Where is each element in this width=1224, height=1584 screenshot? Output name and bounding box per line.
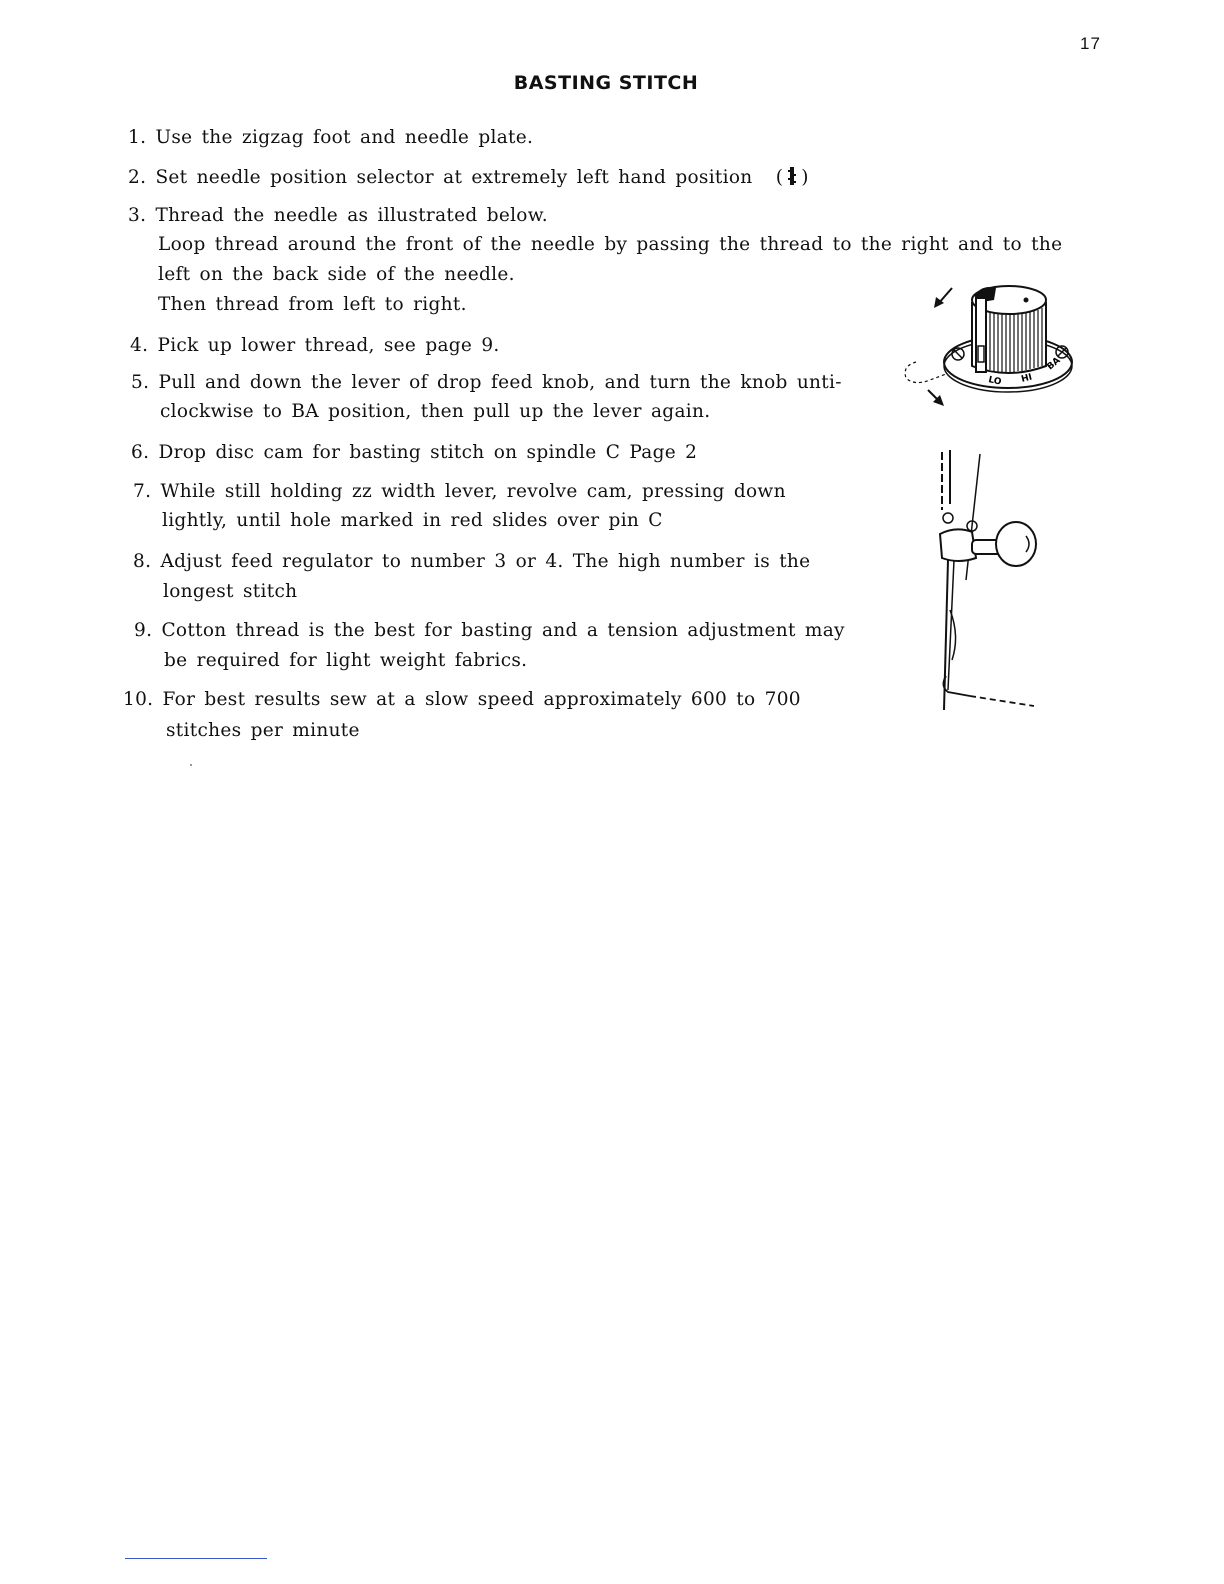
- needle-clamp: [940, 513, 1036, 566]
- needle-position-symbol: ( ): [775, 167, 809, 188]
- step-number: 7.: [133, 481, 152, 502]
- step-5: [131, 372, 842, 393]
- thread: [943, 676, 1034, 706]
- page-title: BASTING STITCH: [513, 72, 699, 94]
- page-number: 17: [1080, 34, 1101, 53]
- step-number: 1.: [128, 127, 147, 148]
- step-text: For best results sew at a slow speed approximately 600 to 700: [162, 689, 801, 710]
- step-number: 10.: [123, 689, 154, 710]
- step-text: Adjust feed regulator to number 3 or 4. The high number is the: [160, 551, 811, 572]
- step-10: [123, 689, 801, 710]
- step-7: [133, 481, 786, 502]
- step-text: Cotton thread is the best for basting and a tension adjustment may: [161, 620, 845, 641]
- step-number: 6.: [131, 442, 150, 463]
- step-text: Set needle position selector at extremely left hand position: [155, 167, 753, 188]
- step-9: [134, 620, 845, 641]
- step-text: Drop disc cam for basting stitch on spindle C Page 2: [158, 442, 698, 463]
- step-number: 4.: [130, 335, 149, 356]
- knob-label-ba: BA: [1045, 355, 1063, 373]
- step-text: Thread the needle as illustrated below.: [155, 205, 548, 226]
- turn-arrow-icon: [928, 288, 952, 406]
- step-text: Pull and down the lever of drop feed knob, and turn the knob unti-: [158, 372, 842, 393]
- step-8: [133, 551, 810, 572]
- scan-speck: [190, 764, 192, 766]
- step-3-line-2: Loop thread around the front of the needle by passing the thread to the right and to the: [158, 234, 1063, 255]
- step-6: [131, 442, 697, 463]
- step-2: [128, 166, 809, 188]
- step-8-line-2: longest stitch: [163, 581, 298, 602]
- knob-label-hi: HI: [1020, 372, 1034, 385]
- step-number: 5.: [131, 372, 150, 393]
- lever-down-position: [905, 362, 946, 383]
- step-3-line-4: Then thread from left to right.: [158, 294, 467, 315]
- step-7-line-2: lightly, until hole marked in red slides over pin C: [162, 510, 663, 531]
- step-10-line-2: stitches per minute: [166, 720, 360, 741]
- step-3: [128, 205, 548, 226]
- step-text: Pick up lower thread, see page 9.: [157, 335, 500, 356]
- left-needle-position-icon: [785, 166, 799, 186]
- step-4: [130, 335, 500, 356]
- step-9-line-2: be required for light weight fabrics.: [164, 650, 528, 671]
- step-number: 2.: [128, 167, 147, 188]
- step-5-line-2: clockwise to BA position, then pull up the lever again.: [160, 401, 711, 422]
- footer-rule: [125, 1558, 267, 1559]
- step-text: Use the zigzag foot and needle plate.: [155, 127, 534, 148]
- step-text: While still holding zz width lever, revolve cam, pressing down: [160, 481, 786, 502]
- needle-threading-illustration: [910, 440, 1050, 730]
- step-number: 3.: [128, 205, 147, 226]
- needle: [944, 560, 956, 710]
- step-number: 9.: [134, 620, 153, 641]
- step-1: [128, 127, 533, 148]
- step-number: 8.: [133, 551, 152, 572]
- knob-label-lo: LO: [987, 375, 1003, 388]
- step-3-line-3: left on the back side of the needle.: [158, 264, 515, 285]
- drop-feed-knob-illustration: [890, 270, 1090, 415]
